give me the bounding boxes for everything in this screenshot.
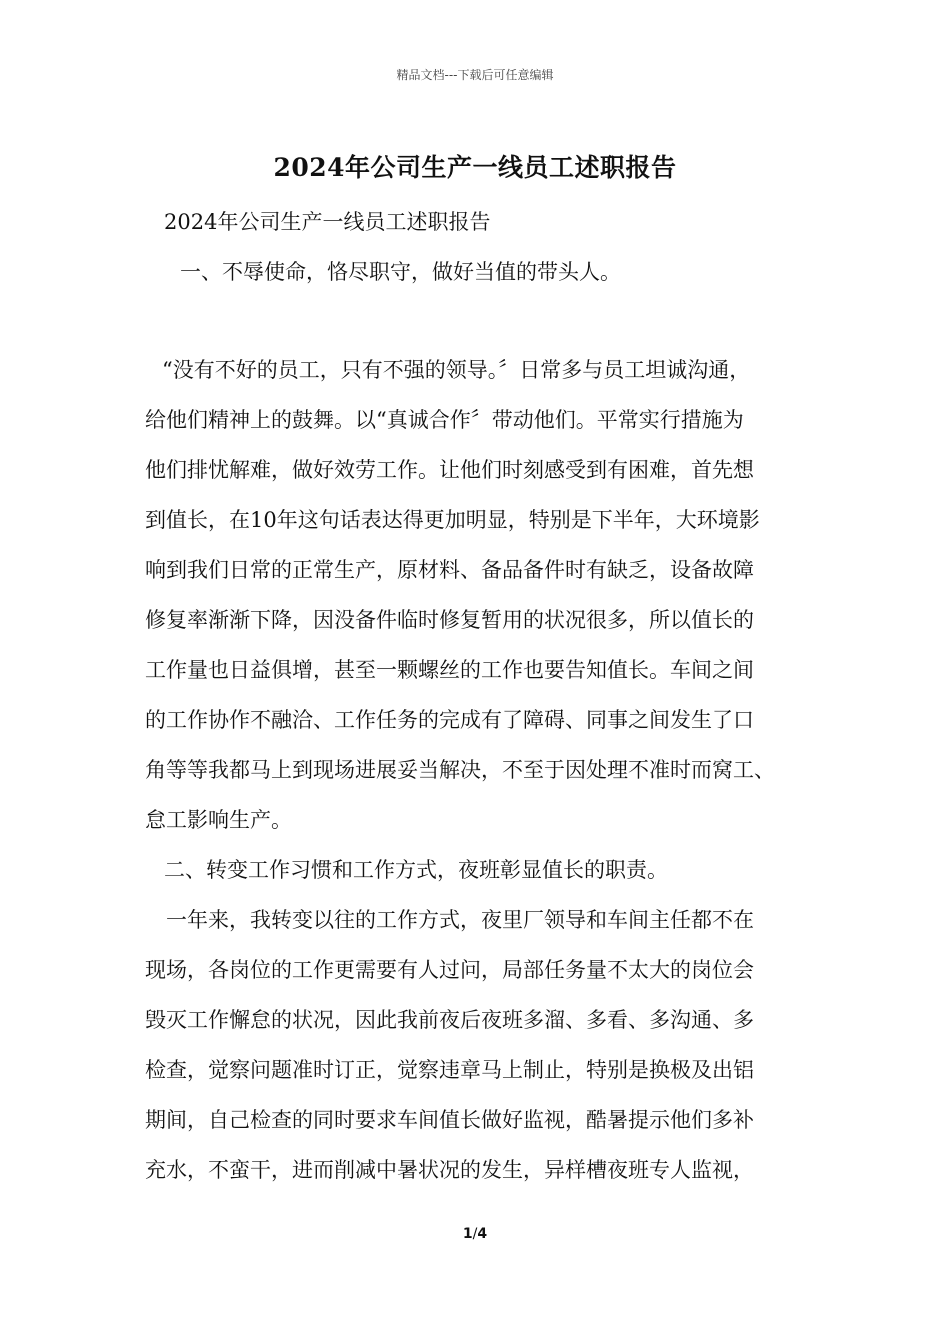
paragraph-line: 现场，各岗位的工作更需要有人过问，局部任务量不太大的岗位会 <box>145 958 754 982</box>
paragraph-line: 检查，觉察问题准时订正，觉察违章马上制止，特别是换极及出铝 <box>145 1058 754 1082</box>
page-header: 精品文档---下载后可任意编辑 <box>396 68 554 82</box>
paragraph-line: 修复率渐渐下降，因没备件临时修复暂用的状况很多，所以值长的 <box>145 608 754 632</box>
paragraph-line: 期间，自己检查的同时要求车间值长做好监视，酷暑提示他们多补 <box>145 1108 754 1132</box>
section-heading-1: 一、不辱使命，恪尽职守，做好当值的带头人。 <box>180 260 621 284</box>
paragraph-line: 一年来，我转变以往的工作方式，夜里厂领导和车间主任都不在 <box>166 908 754 932</box>
paragraph-line: 充水，不蛮干，进而削减中暑状况的发生，异样槽夜班专人监视， <box>145 1158 754 1182</box>
page-total: 4 <box>477 1226 488 1242</box>
paragraph-line: 毁灭工作懈怠的状况，因此我前夜后夜班多溜、多看、多沟通、多 <box>145 1008 754 1032</box>
paragraph-line: 他们排忧解难，做好效劳工作。让他们时刻感受到有困难，首先想 <box>145 458 754 482</box>
paragraph-line: 的工作协作不融洽、工作任务的完成有了障碍、同事之间发生了口 <box>145 708 754 732</box>
page-separator: / <box>472 1226 478 1242</box>
subtitle-line: 2024年公司生产一线员工述职报告 <box>164 210 491 234</box>
paragraph-line: 给他们精神上的鼓舞。以“真诚合作〞带动他们。平常实行措施为 <box>145 408 744 432</box>
paragraph-line: 怠工影响生产。 <box>145 808 292 832</box>
paragraph-line: “没有不好的员工，只有不强的领导。〞日常多与员工坦诚沟通， <box>162 358 751 382</box>
paragraph-line: 响到我们日常的正常生产，原材料、备品备件时有缺乏，设备故障 <box>145 558 754 582</box>
page-current: 1 <box>462 1226 473 1242</box>
section-heading-2: 二、转变工作习惯和工作方式，夜班彰显值长的职责。 <box>164 858 668 882</box>
page-number <box>0 1226 950 1242</box>
paragraph-line: 工作量也日益俱增，甚至一颗螺丝的工作也要告知值长。车间之间 <box>145 658 754 682</box>
paragraph-line: 角等等我都马上到现场进展妥当解决，不至于因处理不准时而窝工、 <box>145 758 775 782</box>
paragraph-line: 到值长，在10年这句话表达得更加明显，特别是下半年，大环境影 <box>145 508 760 532</box>
document-title: 2024年公司生产一线员工述职报告 <box>273 153 677 182</box>
